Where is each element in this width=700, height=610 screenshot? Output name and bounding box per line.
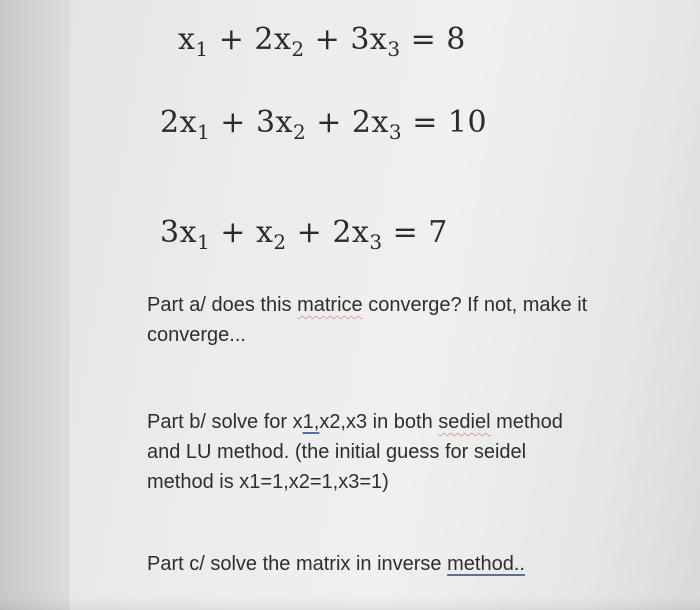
equation-1: $x_1 + 2x_2 + 3x_3 = 8$: [178, 22, 466, 61]
equation-3: $3x_1 + x_2 + 2x_3 = 7$: [160, 215, 448, 254]
part-a-line-2: converge...: [147, 324, 246, 346]
part-a-question: [147, 290, 587, 350]
part-a-line-1: Part a/ does this matrice converge? If not, make it: [147, 294, 588, 316]
misspelled-word-matrice: matrice: [297, 294, 363, 316]
page-bottom-shadow: [0, 596, 700, 610]
part-b-line-1: Part b/ solve for x1,x2,x3 in both sediel method: [147, 411, 563, 433]
equation-2: $2x_1 + 3x_2 + 2x_3 = 10$: [160, 105, 488, 144]
underlined-word-method: method..: [447, 553, 525, 575]
part-c-question: Part c/ solve the matrix in inverse method..: [147, 553, 525, 575]
part-b-line-3: method is x1=1,x2=1,x3=1): [147, 471, 389, 493]
underlined-text: 1,: [302, 411, 320, 433]
part-b-line-2: and LU method. (the initial guess for seidel: [147, 441, 527, 463]
part-b-question: [147, 407, 563, 497]
misspelled-word-sediel: sediel: [438, 411, 491, 433]
page-left-margin: [0, 0, 70, 610]
